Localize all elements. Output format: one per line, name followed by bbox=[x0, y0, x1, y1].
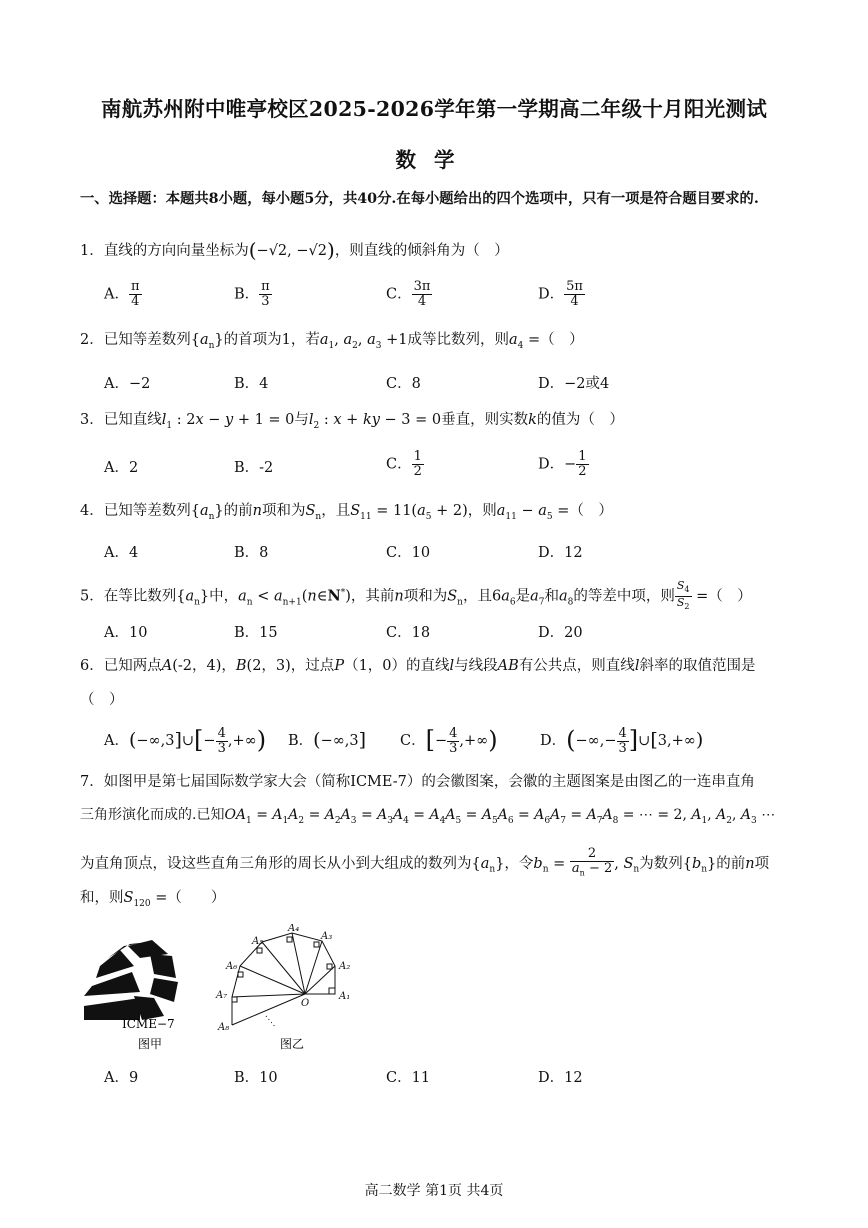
q6-option-b[interactable]: B．(−∞,3] bbox=[288, 729, 367, 751]
q4-option-c[interactable]: C．10 bbox=[386, 545, 431, 561]
q6-option-a[interactable]: A．(−∞,3]∪[− $\frac{4}{3}$ ,+∞) bbox=[104, 725, 267, 756]
q5-stem: 5．在等比数列$\{a_n\}$中，$a_n$ < $a_{n+1}(n\in N^*)$，其前n项和为$S_n$，且$6a_6$是$a_7$和$a_8$的等差中项，则 $\frac{S_4}{S_2}$ =（ ） bbox=[80, 579, 752, 612]
q2-option-b[interactable]: B．4 bbox=[234, 376, 269, 392]
q7-option-d[interactable]: D．12 bbox=[538, 1070, 583, 1086]
spiral-outer-path bbox=[232, 933, 335, 1025]
q3-stem: 3．已知直线$l_1$ : 2x − y + 1 = 0与$l_2$ : x + ky − 3 = 0垂直，则实数k的值为（ ） bbox=[80, 412, 624, 431]
q5-option-a[interactable]: A．10 bbox=[104, 625, 148, 641]
q3-option-d[interactable]: D．− $\frac{1}{2}$ bbox=[538, 449, 587, 479]
q1-option-d[interactable]: D． $\frac{5\pi}{4}$ bbox=[538, 279, 583, 309]
q4-option-d[interactable]: D．12 bbox=[538, 545, 583, 561]
q7-option-c[interactable]: C．11 bbox=[386, 1070, 431, 1086]
q1-option-b[interactable]: B． $\frac{\pi}{3}$ bbox=[234, 279, 270, 309]
icme7-logo-figure bbox=[80, 936, 208, 1056]
q6-option-d[interactable]: D．(−∞,− $\frac{4}{3}$ ]∪[3,+∞) bbox=[540, 725, 704, 756]
q7-line-1: 7．如图甲是第七届国际数学家大会（简称ICME-7）的会徽图案，会徽的主题图案是由图乙的一连串直角 bbox=[80, 774, 755, 790]
q6-option-c[interactable]: C．[− $\frac{4}{3}$ ,+∞) bbox=[400, 725, 498, 756]
q7-option-b[interactable]: B．10 bbox=[234, 1070, 278, 1086]
q1-option-a[interactable]: A． $\frac{\pi}{4}$ bbox=[104, 279, 140, 309]
icme7-logo-spiral bbox=[84, 940, 178, 1020]
label-a5: A₅ bbox=[252, 936, 264, 947]
q4-option-b[interactable]: B．8 bbox=[234, 545, 269, 561]
q1-option-c[interactable]: C． $\frac{3\pi}{4}$ bbox=[386, 279, 431, 309]
q4-stem: 4．已知等差数列$\{a_n\}$的前n项和为$S_n$，且$S_{11} = 11(a_5 + 2)$，则$a_{11} - a_5$ =（ ） bbox=[80, 503, 613, 522]
q7-line-2: 三角形演化而成的.已知$OA_1 = A_1A_2 = A_2A_3 = A_3A_4 = A_4A_5 = A_5A_6 = A_6A_7 = A_7A_8$ = ⋯ = 2, $A_1$, $A_2$, $A_3$ ⋯ bbox=[80, 807, 776, 826]
fig2-caption: 图乙 bbox=[280, 1037, 305, 1051]
q2-stem: 2．已知等差数列$\{a_n\}$的首项为1，若$a_1$, $a_2$, $a_3 +1$成等比数列，则$a_4$ =（ ） bbox=[80, 332, 584, 351]
exam-title: 南航苏州附中唯亭校区2025-2026学年第一学期高二年级十月阳光测试 bbox=[100, 97, 768, 121]
subject-title: 数学 bbox=[395, 148, 473, 172]
fig1-caption: 图甲 bbox=[138, 1037, 163, 1051]
q5-option-d[interactable]: D．20 bbox=[538, 625, 583, 641]
label-a8: A₈ bbox=[218, 1022, 230, 1033]
label-a3: A₃ bbox=[321, 931, 333, 942]
page-footer: 高二数学 第1页 共4页 bbox=[364, 1183, 504, 1199]
label-a7: A₇ bbox=[216, 990, 228, 1001]
q5-option-b[interactable]: B．15 bbox=[234, 625, 278, 641]
q7-line-4: 和，则$S_{120}$ =（ ） bbox=[80, 890, 226, 909]
q2-option-d[interactable]: D．−2或4 bbox=[538, 376, 610, 392]
q7-line-3: 为直角顶点，设这些直角三角形的周长从小到大组成的数列为$\{a_n\}$，令$b_n$ = $\frac{2}{a_n - 2}$ , $S_n$为数列$\{b_n\}$的前n项 bbox=[80, 847, 769, 881]
label-a4: A₄ bbox=[288, 924, 300, 934]
icme7-logo-text: ICME−7 bbox=[122, 1017, 175, 1031]
q3-option-a[interactable]: A．2 bbox=[104, 460, 139, 476]
q2-option-c[interactable]: C．8 bbox=[386, 376, 421, 392]
q1-stem: 1．直线的方向向量坐标为(−√2, −√2)，则直线的倾斜角为（ ） bbox=[80, 238, 509, 262]
q3-option-b[interactable]: B．-2 bbox=[234, 460, 274, 476]
label-o: O bbox=[301, 998, 310, 1009]
right-triangle-spiral-figure bbox=[210, 924, 370, 1054]
q7-option-a[interactable]: A．9 bbox=[104, 1070, 139, 1086]
section-heading: 一、选择题：本题共8小题，每小题5分，共40分.在每小题给出的四个选项中，只有一项是符合题目要求的. bbox=[80, 191, 759, 207]
q5-option-c[interactable]: C．18 bbox=[386, 625, 431, 641]
q6-stem: 6．已知两点A(-2，4)，B(2，3)，过点P（1，0）的直线l与线段AB有公共点，则直线l斜率的取值范围是 bbox=[80, 658, 756, 674]
q3-option-c[interactable]: C． $\frac{1}{2}$ bbox=[386, 449, 422, 479]
q6-stem-cont: （ ） bbox=[80, 692, 124, 708]
label-a1: A₁ bbox=[339, 991, 351, 1002]
q2-option-a[interactable]: A．−2 bbox=[104, 376, 151, 392]
label-a2: A₂ bbox=[339, 961, 351, 972]
q4-option-a[interactable]: A．4 bbox=[104, 545, 139, 561]
label-a6: A₆ bbox=[226, 961, 238, 972]
